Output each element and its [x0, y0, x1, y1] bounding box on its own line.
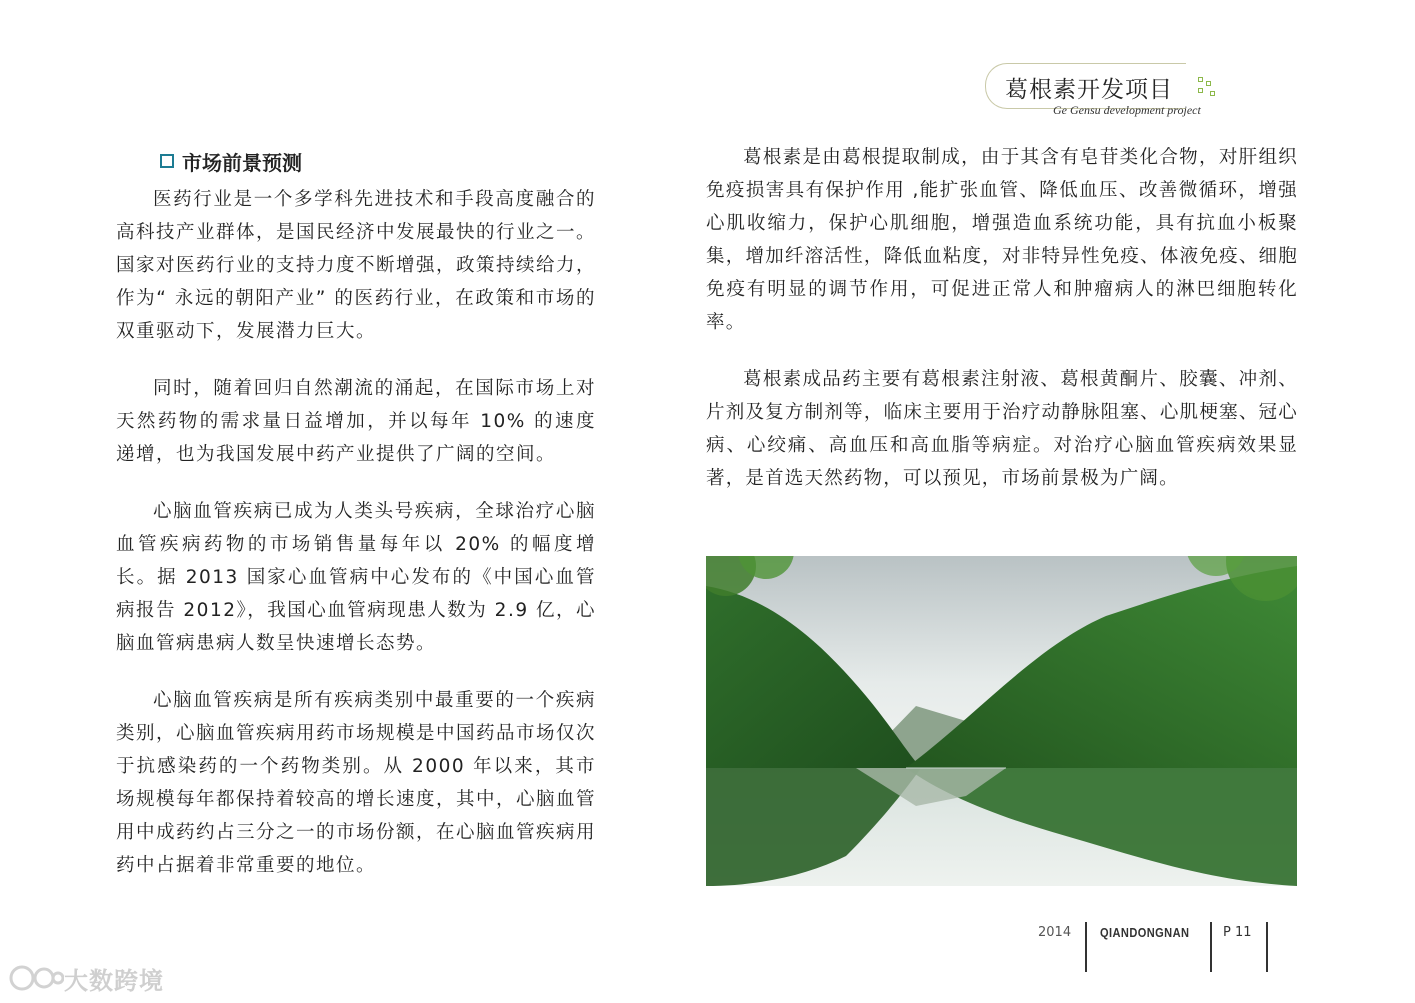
section-heading [160, 145, 596, 177]
watermark-logo-icon [8, 962, 64, 994]
footer-year: 2014 [1038, 925, 1072, 940]
decorative-squares-icon [1198, 77, 1220, 99]
header-subtitle: Ge Gensu development project [1053, 103, 1201, 117]
left-column [116, 145, 596, 882]
footer-divider [1085, 922, 1087, 972]
paragraph: 同时，随着回归自然潮流的涌起，在国际市场上对天然药物的需求量日益增加，并以每年 10% 的速度递增，也为我国发展中药产业提供了广阔的空间。 [116, 378, 596, 465]
header-badge [985, 63, 1235, 123]
paragraph: 心脑血管疾病是所有疾病类别中最重要的一个疾病类别，心脑血管疾病用药市场规模是中国药品市场仅次于抗感染药的一个药物类别。从 2000 年以来，其市场规模每年都保持着较高的增长速度，其中，心脑血管用中成药约占三分之一的市场份额，在心脑血管疾病用药中占据着非常重要的地位。 [116, 690, 597, 876]
header-title: 葛根素开发项目 [1005, 77, 1173, 103]
section-title: 市场前景预测 [182, 150, 302, 175]
footer-divider [1266, 922, 1268, 972]
page-footer [1030, 922, 1290, 977]
paragraph: 葛根素是由葛根提取制成，由于其含有皂苷类化合物，对肝组织免疫损害具有保护作用 ,能扩张血管、降低血压、改善微循环，增强心肌收缩力，保护心肌细胞，增强造血系统功能，具有抗血小板聚集，增加纤溶活性，降低血粘度，对非特异性免疫、体液免疫、细胞免疫有明显的调节作用，可促进正常人和肿瘤病人的淋巴细胞转化率。 [706, 147, 1298, 333]
landscape-photo [706, 556, 1297, 886]
page-number: P 11 [1223, 925, 1252, 940]
paragraph: 葛根素成品药主要有葛根素注射液、葛根黄酮片、胶囊、冲剂、片剂及复方制剂等，临床主要用于治疗动静脉阻塞、心肌梗塞、冠心病、心绞痛、高血压和高血脂等病症。对治疗心脑血管疾病效果显著，是首选天然药物，可以预见，市场前景极为广阔。 [706, 369, 1298, 489]
square-bullet-icon [160, 154, 174, 168]
right-column [706, 141, 1298, 495]
mountain-lake-image [706, 556, 1297, 886]
watermark [8, 960, 164, 996]
watermark-text: 大数跨境 [64, 966, 164, 995]
paragraph: 医药行业是一个多学科先进技术和手段高度融合的高科技产业群体，是国民经济中发展最快的行业之一。国家对医药行业的支持力度不断增强，政策持续给力，作为“ 永远的朝阳产业” 的医药行业，在政策和市场的双重驱动下，发展潜力巨大。 [116, 189, 597, 342]
footer-brand: QIANDONGNAN [1100, 925, 1190, 940]
paragraph: 心脑血管疾病已成为人类头号疾病，全球治疗心脑血管疾病药物的市场销售量每年以 20% 的幅度增长。据 2013 国家心血管病中心发布的《中国心血管病报告 2012》，我国心血管病现患人数为 2.9 亿，心脑血管病患病人数呈快速增长态势。 [116, 501, 596, 654]
footer-divider [1210, 922, 1212, 972]
